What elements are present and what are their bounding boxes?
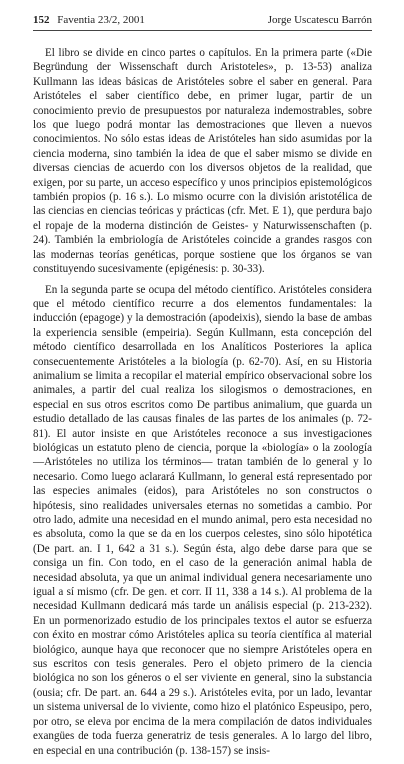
body-text [33,46,372,764]
paragraph-first-part: El libro se divide en cinco partes o capítulos. En la primera parte («Die Begründung der Wissenschaft durch Aristoteles», p. 13-53) analiza Kullmann las ideas básicas de Aristóteles sobre el saber en general. Para Aristóteles el saber científico debe, en primer lugar, partir de un conocimiento previo de presupuestos por naturaleza indemostrables, sobre los que luego podrá montar las demostraciones que lleven a nuevos conocimientos. No sólo estas ideas de Aristóteles han sido asumidas por la ciencia moderna, sino también la idea de que el saber mismo se divide en diversas ciencias de acuerdo con los diversos objetos de la realidad, que exigen, por su parte, un acceso específico y unos principios epistemológicos también propios (p. 16 s.). Lo mismo ocurre con la división aristotélica de las ciencias en ciencias teóricas y prácticas (cfr. Met. E 1), que perdura bajo el ropaje de la moderna distinción de Geistes- y Naturwissenschaften (p. 24). También la embriología de Aristóteles coincide a grandes rasgos con las modernas teorías genéticas, porque sostiene que los órganos se van constituyendo sucesivamente (epigénesis: p. 30-33). [33,47,372,276]
author-name: Jorge Uscatescu Barrón [267,14,372,26]
journal-citation: Faventia 23/2, 2001 [57,14,145,26]
running-head [33,12,372,31]
running-head-left [33,14,145,26]
paragraph-second-part: En la segunda parte se ocupa del método científico. Aristóteles considera que el método científico recurre a dos elementos fundamentales: la inducción (epagoge) y la demostración (apodeixis), siendo la base de ambas la experiencia sensible (empeiria). Según Kullmann, esta concepción del método científico desarrollada en los Analíticos Posteriores la aplica consecuentemente Aristóteles a la biología (p. 62-70). Así, en su Historia animalium se limita a recopilar el material empírico observacional sobre los animales, a partir del cual realiza los silogismos o demostraciones, en especial en sus otros escritos como De partibus animalium, que guarda un estudio detallado de las causas finales de las partes de los animales (p. 72-81). El autor insiste en que Aristóteles reconoce a sus investigaciones biológicas un estatuto pleno de ciencia, porque la «biología» o la zoología —Aristóteles no utiliza los términos— tratan también de lo general y lo necesario. Como luego aclarará Kullmann, lo general está representado por las especies animales (eidos), para Aristóteles no son constructos o hipótesis, sino realidades universales eternas no sometidas a cambio. Por otro lado, admite una necesidad en el mundo animal, pero esta necesidad no es absoluta, como la que se da en los cuerpos celestes, sino sólo hipotética (De part. an. I 1, 642 a 31 s.). Según ésta, algo debe darse para que se consiga un fin. Con todo, en el caso de la generación animal habla de necesidad absoluta, ya que un animal individual genera necesariamente uno igual a sí mismo (cfr. De gen. et corr. II 11, 338 a 14 s.). Al problema de la necesidad Kullmann dedicará más tarde un análisis especial (p. 213-232). En un pormenorizado estudio de los principales textos el autor se esfuerza con éxito en mostrar cómo Aristóteles aplica su teoría científica al material biológico, aunque haya que reconocer que no siempre Aristóteles opera en sus escritos con tesis generales. Pero el objeto primero de la ciencia biológica no son los géneros o el ser viviente en general, sino la substancia (ousia; cfr. De part. an. 644 a 29 s.). Aristóteles evita, por un lado, levantar un sistema universal de lo viviente, como hizo el platónico Espeusipo, pero, por otro, se eleva por encima de la mera compilación de datos individuales exangües de toda fuerza generatriz de tesis generales. A lo largo del libro, en especial en una contribución (p. 138-157) se insis- [33,283,372,757]
page-number: 152 [33,14,50,26]
